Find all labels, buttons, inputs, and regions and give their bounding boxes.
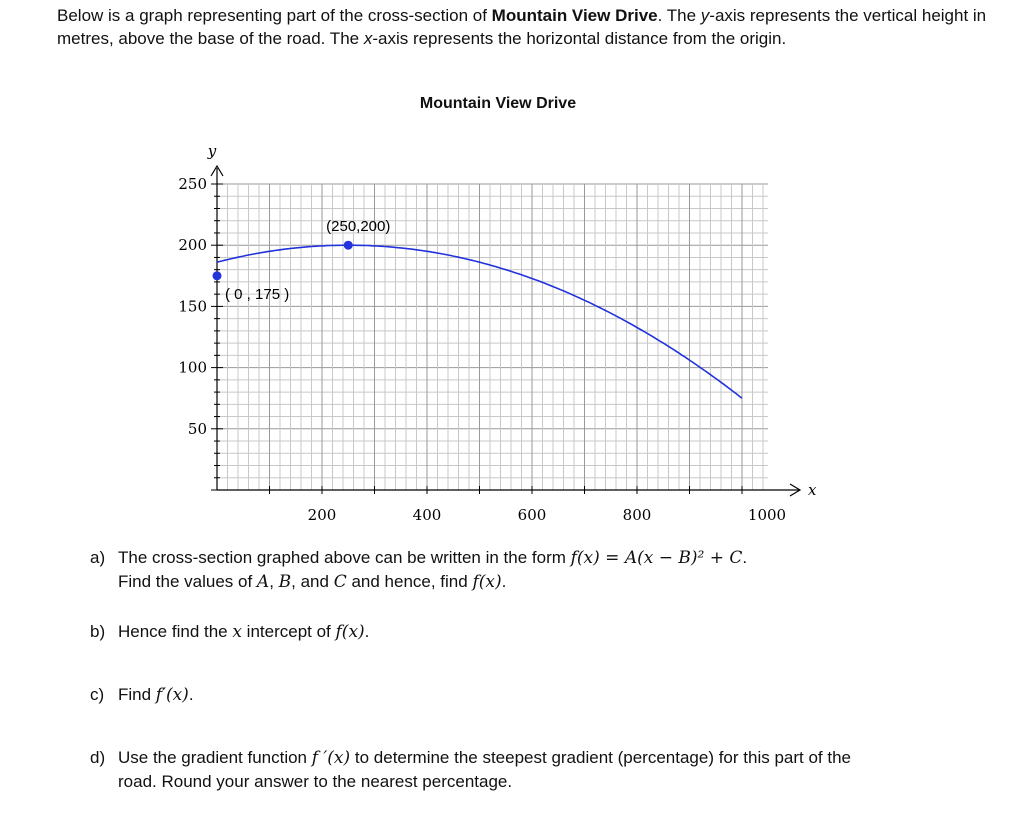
- question-a: [90, 546, 990, 594]
- question-c-text: Find: [118, 685, 156, 704]
- point-label: ( 0 , 175 ): [225, 285, 290, 303]
- question-a-period-2: .: [501, 572, 507, 591]
- question-d: [90, 746, 1015, 794]
- intro-text-2: . The: [657, 6, 701, 25]
- question-d-text-2: to determine the steepest gradient (percentage) for this part of the: [350, 748, 852, 767]
- point-label: (250,200): [326, 218, 391, 236]
- intro-text-4: -axis represents the horizontal distance from the origin.: [372, 29, 787, 48]
- question-a-var-B: B: [278, 572, 292, 592]
- y-tick-label: 250: [178, 175, 207, 193]
- question-d-text-1: Use the gradient function: [118, 748, 312, 767]
- question-a-var-C: C: [333, 572, 347, 592]
- question-b-text-2: intercept of: [241, 622, 336, 641]
- question-c-fpx: f′(x): [155, 685, 189, 705]
- x-tick-label: 1000: [747, 506, 787, 524]
- question-a-text-2: Find the values of: [118, 572, 257, 591]
- question-a-formula: f(x) = A(x − B)² + C: [570, 548, 743, 568]
- data-point: [213, 271, 222, 280]
- question-a-var-A: A: [256, 572, 270, 592]
- question-a-text-1: The cross-section graphed above can be written in the form: [118, 548, 571, 567]
- question-a-period: .: [742, 548, 748, 567]
- y-axis-label: y: [207, 142, 217, 160]
- x-tick-label: 200: [307, 506, 337, 524]
- question-a-sep-2: , and: [291, 572, 334, 591]
- intro-text-1: Below is a graph representing part of the cross-section of: [57, 6, 492, 25]
- question-c-label: c): [90, 685, 105, 704]
- y-tick-label: 150: [178, 297, 207, 316]
- question-a-sep-1: ,: [269, 572, 279, 591]
- question-b-label: b): [90, 622, 106, 641]
- road-name: Mountain View Drive: [491, 6, 658, 25]
- data-point: [344, 241, 353, 250]
- question-a-fx: f(x): [472, 572, 502, 592]
- intro-x-var: x: [363, 29, 373, 48]
- chart-title: Mountain View Drive: [419, 95, 577, 112]
- question-a-label: a): [90, 548, 106, 567]
- x-axis-label: x: [808, 481, 817, 499]
- y-tick-label: 100: [178, 358, 207, 377]
- question-b-x: x: [232, 622, 242, 642]
- question-d-label: d): [90, 748, 106, 767]
- question-b-fx: f(x): [335, 622, 365, 642]
- y-tick-label: 50: [187, 419, 207, 438]
- x-tick-label: 600: [517, 506, 547, 524]
- question-c: [90, 683, 990, 707]
- intro-y-var: y: [700, 6, 710, 25]
- y-tick-label: 200: [178, 236, 207, 255]
- question-b-text-1: Hence find the: [118, 622, 233, 641]
- x-tick-label: 800: [622, 506, 652, 524]
- question-d-text-3: road. Round your answer to the nearest percentage.: [118, 772, 513, 791]
- x-tick-label: 400: [412, 506, 442, 524]
- question-d-fpx: f ′(x): [311, 748, 351, 768]
- question-a-text-3: and hence, find: [346, 572, 473, 591]
- question-c-period: .: [188, 685, 194, 704]
- question-b-period: .: [364, 622, 370, 641]
- intro-text-3: -axis represents the vertical height in metres, above the base of the road. The: [57, 6, 987, 48]
- question-b: [90, 620, 990, 644]
